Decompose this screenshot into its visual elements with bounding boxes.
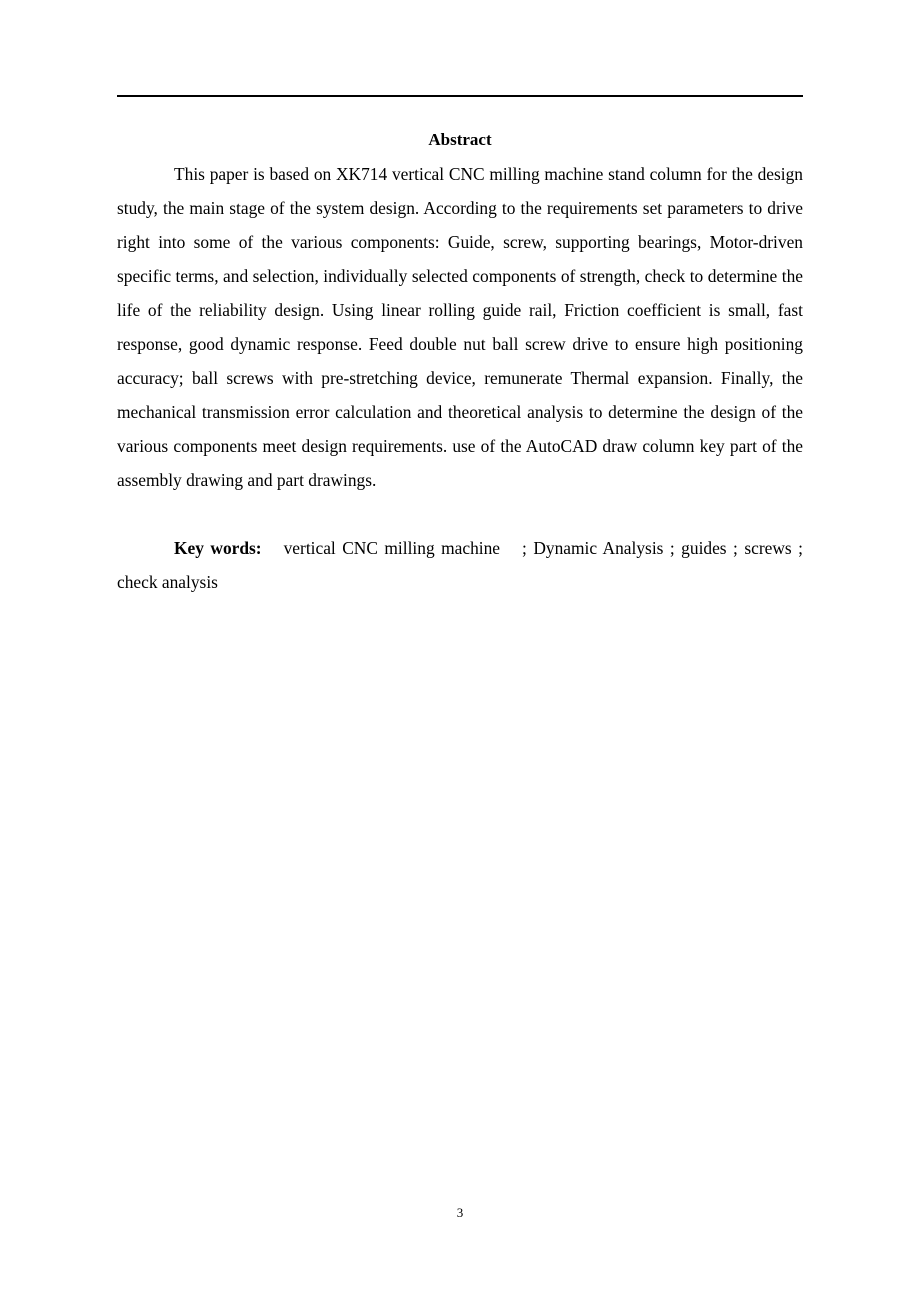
abstract-body: This paper is based on XK714 vertical CNC milling machine stand column for the design study, the main stage of the system design. According to the requirements set parameters to drive right into some of the various components: Guide, screw, supporting bearings, Motor-driven specific terms, and selection, individually selected components of strength, check to determine the life of the reliability design. Using linear rolling guide rail, Friction coefficient is small, fast response, good dynamic response. Feed double nut ball screw drive to ensure high positioning accuracy; ball screws with pre-stretching device, remunerate Thermal expansion. Finally, the mechanical transmission error calculation and theoretical analysis to determine the design of the various components meet design requirements. use of the AutoCAD draw column key part of the assembly drawing and part drawings. bbox=[117, 164, 803, 490]
keyword-item: check analysis bbox=[117, 572, 218, 592]
abstract-title: Abstract bbox=[428, 130, 492, 149]
keyword-item: guides bbox=[681, 538, 727, 558]
keyword-separator: ; bbox=[522, 538, 527, 558]
header-rule bbox=[117, 95, 803, 97]
page-number: 3 bbox=[456, 1205, 464, 1220]
keywords-label: Key words: bbox=[174, 538, 262, 558]
keyword-item: screws bbox=[744, 538, 792, 558]
keyword-item: Dynamic Analysis bbox=[533, 538, 664, 558]
keywords-paragraph bbox=[117, 531, 803, 599]
keyword-item: vertical CNC milling machine bbox=[283, 538, 501, 558]
keyword-separator: ; bbox=[733, 538, 738, 558]
keyword-separator: ; bbox=[669, 538, 675, 558]
keyword-separator: ; bbox=[798, 538, 803, 558]
